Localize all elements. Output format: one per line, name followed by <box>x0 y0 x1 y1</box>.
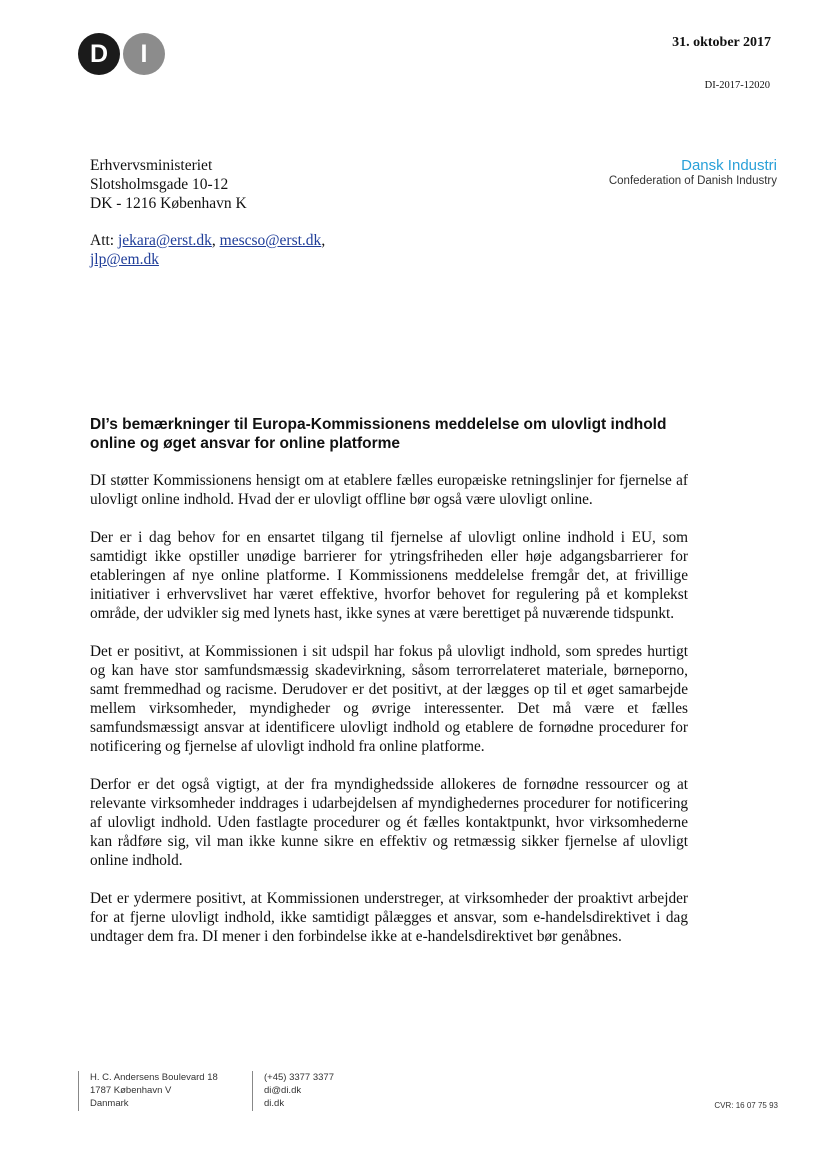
footer-line: H. C. Andersens Boulevard 18 <box>90 1072 218 1083</box>
letter-body <box>90 471 688 965</box>
footer-line: 1787 København V <box>90 1085 172 1096</box>
footer-email[interactable]: di@di.dk <box>264 1085 302 1096</box>
logo-d: D <box>78 33 120 75</box>
footer-phone: (+45) 3377 3377 <box>264 1072 334 1083</box>
footer-cvr: CVR: 16 07 75 93 <box>714 1101 778 1110</box>
paragraph: DI støtter Kommissionens hensigt om at etablere fælles europæiske retningslinjer for fjernelse af ulovligt online indhold. Hvad der er ulovligt offline bør også være ulovligt online. <box>90 472 688 508</box>
di-logo <box>78 33 165 75</box>
reference-number: DI-2017-12020 <box>704 80 770 91</box>
brand-tagline: Confederation of Danish Industry <box>608 175 777 187</box>
paragraph: Det er positivt, at Kommissionen i sit udspil har fokus på ulovligt indhold, som spredes hurtigt og kan have stor samfundsmæssig skadevirkning, såsom terrorrelateret materiale, børneporno, samt fremmedhad og racisme. Derudover er det positivt, at der lægges op til et øget samarbejde mellem virksomheder, myndigheder og øvrige interessenter. Det må være et fælles samfundsmæssigt ansvar at identificere ulovligt indhold og etablere de fornødne procedurer for notificering og fjernelse af ulovligt indhold fra online platforme. <box>90 643 688 755</box>
paragraph: Der er i dag behov for en ensartet tilgang til fjernelse af ulovligt online indhold i EU, som samtidigt ikke opstiller unødige barrierer for ytringsfriheden eller høje adgangsbarrierer for etableringen af nye online platforme. I Kommissionens meddelelse fremgår det, at frivillige initiativer i erhvervslivet har været effektive, hvorfor behovet for regulering på et komplekst område, der udvikler sig med lynets hast, ikke synes at være berettiget på nuværende tidspunkt. <box>90 529 688 622</box>
footer-contact <box>252 1071 334 1111</box>
paragraph: Derfor er det også vigtigt, at der fra myndighedsside allokeres de fornødne ressourcer og at relevante virksomheder inddrages i udarbejdelsen af myndighedernes procedurer for notificering af ulovligt indhold. Uden fastlagte procedurer og ét fælles kontaktpunkt, hvor virksomhederne kan rådføre sig, vil man ikke kunne sikre en effektiv og retmæssig sikker fjernelse af ulovligt online indhold. <box>90 776 688 869</box>
email-link[interactable]: jekara@erst.dk <box>118 232 212 249</box>
brand-block <box>609 157 777 189</box>
recipient-line: DK - 1216 København K <box>90 195 247 212</box>
letter-date: 31. oktober 2017 <box>672 35 771 50</box>
footer-line: Danmark <box>90 1098 129 1109</box>
footer-web[interactable]: di.dk <box>264 1098 285 1109</box>
email-link[interactable]: jlp@em.dk <box>90 251 159 268</box>
att-label: Att: <box>90 232 118 249</box>
logo-i: I <box>123 33 165 75</box>
page-footer <box>78 1071 778 1115</box>
recipient-line: Slotsholmsgade 10-12 <box>90 176 229 193</box>
footer-address <box>78 1071 218 1111</box>
letter-heading: DI’s bemærkninger til Europa-Kommissionens meddelelse om ulovligt indhold online og øget ansvar for online platforme <box>90 416 667 452</box>
recipient-address <box>90 156 247 213</box>
attention-line: Att: jekara@erst.dk, mescso@erst.dk, jlp@em.dk <box>90 232 326 268</box>
email-link[interactable]: mescso@erst.dk <box>219 232 322 249</box>
recipient-line: Erhvervsministeriet <box>90 157 213 174</box>
paragraph: Det er ydermere positivt, at Kommissionen understreger, at virksomheder der proaktivt arbejder for at fjerne ulovligt indhold, ikke samtidigt pålægges et ansvar, som e-handelsdirektivet i dag undtager dem fra. DI mener i den forbindelse ikke at e-handelsdirektivet bør genåbnes. <box>90 890 688 945</box>
brand-name: Dansk Industri <box>681 157 777 174</box>
